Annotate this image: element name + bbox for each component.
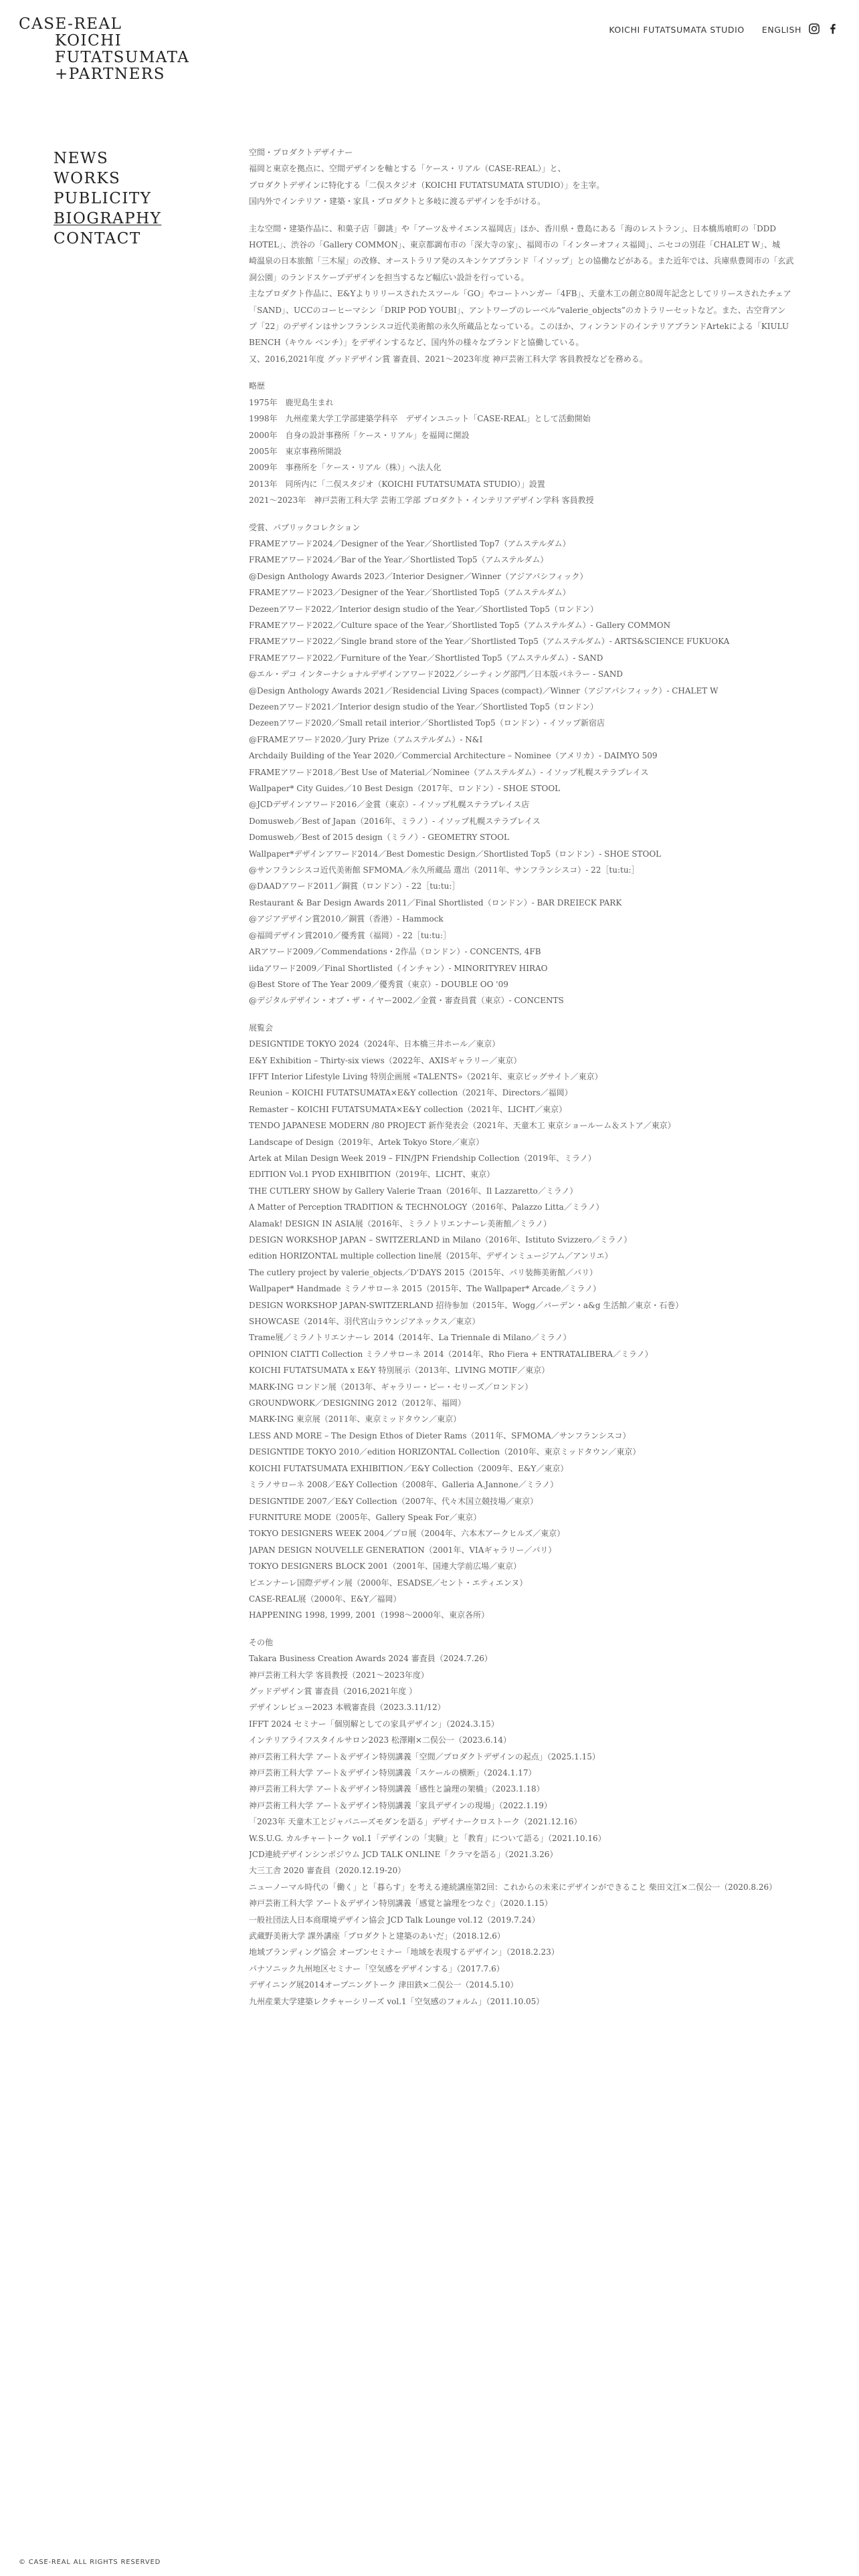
nav-news[interactable]: NEWS xyxy=(54,150,109,167)
other-item: ニューノーマル時代の「働く」と「暮らす」を考える連続講座第2回：これからの未来にデザインができること 柴田文江×二俣公一（2020.8.26） xyxy=(249,1882,777,1892)
award-item: FRAMEアワード2022／Furniture of the Year／Shortlisted Top5（アムステルダム）- SAND xyxy=(249,653,603,663)
site-logo[interactable] xyxy=(19,16,193,83)
exhibition-item: GROUNDWORK／DESIGNING 2012（2012年、福岡） xyxy=(249,1398,466,1408)
exhibition-item: MARK-ING ロンドン展（2013年、ギャラリー・ピー・セリーズ／ロンドン） xyxy=(249,1382,533,1392)
studio-link[interactable]: KOICHI FUTATSUMATA STUDIO xyxy=(609,24,745,35)
nav-contact[interactable]: CONTACT xyxy=(54,230,141,247)
award-item: ARアワード2009／Commendations・2作品（ロンドン）- CONCENTS, 4FB xyxy=(249,947,541,957)
award-item: @エル・デコ インターナショナルデザインアワード2022／シーティング部門／日本版パネラー - SAND xyxy=(249,669,623,679)
awards-section xyxy=(249,520,843,1009)
main-nav xyxy=(54,148,201,249)
award-item: @デジタルデザイン・オブ・ザ・イヤー2002／金賞・審査員賞（東京）- CONCENTS xyxy=(249,996,564,1006)
award-item: @DAADアワード2011／銅賞（ロンドン）- 22［tu:tu:］ xyxy=(249,881,460,891)
exhibition-item: DESIGN WORKSHOP JAPAN-SWITZERLAND 招待参加（2015年、Wogg／バーデン・a&g 生活館／東京・石巻） xyxy=(249,1300,684,1310)
works-line: 洞公園」のランドスケープデザインを担当するなど幅広い設計を行っている。 xyxy=(249,272,529,282)
works-line: BENCH（キウル ベンチ）」をデザインするなど、国内外の様々なブランドと協働している。 xyxy=(249,338,584,348)
works-line: 「SAND」、UCCのコーヒーマシン「DRIP POD YOUBI」、アントワープのレーベル“valerie_objects”のカトラリーセットなど。また、古空背アン xyxy=(249,305,786,315)
nav-biography[interactable]: BIOGRAPHY xyxy=(54,210,162,227)
other-item: 「2023年 天童木工とジャパニーズモダンを語る」デザイナークロストーク（2021.12.16） xyxy=(249,1817,582,1827)
award-item: Wallpaper* City Guides／10 Best Design（2017年、ロンドン）- SHOE STOOL xyxy=(249,784,561,794)
award-item: FRAMEアワード2022／Culture space of the Year／Shortlisted Top5（アムステルダム）- Gallery COMMON xyxy=(249,620,671,630)
works-line: 崎温泉の日本旅館「三木屋」の改修、オーストラリア発のスキンケアブランド「イソップ」との協働などがある。また近年では、兵庫県豊岡市の「玄武 xyxy=(249,256,794,266)
nav-publicity[interactable]: PUBLICITY xyxy=(54,190,152,207)
award-item: @サンフランシスコ近代美術館 SFMOMA／永久所蔵品 選出（2011年、サンフランシスコ）- 22［tu:tu:］ xyxy=(249,865,640,875)
award-item: @Design Anthology Awards 2021／Residencial Living Spaces (compact)／Winner（アジアパシフィック）- CHALET W xyxy=(249,685,719,695)
other-item: 神戸芸術工科大学 客員教授（2021〜2023年度） xyxy=(249,1670,429,1680)
other-item: 神戸芸術工科大学 アート＆デザイン特別講義「感覚と論理をつなぐ」（2020.1.15） xyxy=(249,1899,553,1909)
exhibition-item: edition HORIZONTAL multiple collection line展（2015年、デザインミュージアム／アンリエ） xyxy=(249,1251,613,1261)
exhibition-item: DESIGN WORKSHOP JAPAN – SWITZERLAND in Milano（2016年、Istituto Svizzero／ミラノ） xyxy=(249,1235,632,1245)
works-line: 又、2016,2021年度 グッドデザイン賞 審査員、2021〜2023年度 神戸芸術工科大学 客員教授などを務める。 xyxy=(249,354,648,364)
other-item: 大三工舎 2020 審査員（2020.12.19-20） xyxy=(249,1866,406,1876)
exhibition-item: LESS AND MORE – The Design Ethos of Dieter Rams（2011年、SFMOMA／サンフランシスコ） xyxy=(249,1430,631,1440)
exhibition-item: ミラノサローネ 2008／E&Y Collection（2008年、Galleria A.Jannone／ミラノ） xyxy=(249,1480,559,1490)
other-item: 神戸芸術工科大学 アート＆デザイン特別講義「家具デザインの現場」（2022.1.19） xyxy=(249,1800,552,1810)
other-item: 武蔵野美術大学 課外講座「プロダクトと建築のあいだ」（2018.12.6） xyxy=(249,1931,505,1941)
exhibition-item: CASE-REAL展（2000年、E&Y／福岡） xyxy=(249,1594,401,1604)
exhibition-item: ビエンナーレ国際デザイン展（2000年、ESADSE／セント・エティエンヌ） xyxy=(249,1578,528,1588)
award-item: FRAMEアワード2024／Bar of the Year／Shortlisted Top5（アムステルダム） xyxy=(249,555,549,565)
logo-line-1: CASE-REAL xyxy=(19,15,122,33)
exhibition-item: DESIGNTIDE 2007／E&Y Collection（2007年、代々木国立競技場／東京） xyxy=(249,1496,539,1506)
other-item: パナソニック九州地区セミナー「空気感をデザインする」（2017.7.6） xyxy=(249,1963,504,1973)
award-item: Domusweb／Best of 2015 design（ミラノ）- GEOMETRY STOOL xyxy=(249,833,509,843)
award-item: @Design Anthology Awards 2023／Interior Designer／Winner（アジアパシフィック） xyxy=(249,571,588,581)
exhibition-item: KOICHI FUTATSUMATA x E&Y 特別展示（2013年、LIVING MOTIF／東京） xyxy=(249,1366,550,1376)
other-item: グッドデザイン賞 審査員（2016,2021年度 ） xyxy=(249,1686,417,1696)
others-list xyxy=(249,1650,843,2010)
other-item: 一般社団法人日本商環境デザイン協会 JCD Talk Lounge vol.12（2019.7.24） xyxy=(249,1915,540,1925)
exhibition-item: FURNITURE MODE（2005年、Gallery Speak For／東京） xyxy=(249,1512,482,1522)
nav-works[interactable]: WORKS xyxy=(54,170,121,187)
award-item: iidaアワード2009／Final Shortlisted（インチャン）- MINORITYREV HIRAO xyxy=(249,963,548,973)
other-item: デザインレビュー2023 本戦審査員（2023.3.11/12） xyxy=(249,1703,446,1713)
exhibition-item: TOKYO DESIGNERS WEEK 2004／プロ展（2004年、六本木アークヒルズ／東京） xyxy=(249,1529,565,1539)
exhibition-item: Trame展／ミラノトリエンナーレ 2014（2014年、La Triennale di Milano／ミラノ） xyxy=(249,1333,571,1343)
instagram-icon xyxy=(808,23,820,35)
other-item: IFFT 2024 セミナー「個別解としての家具デザイン」（2024.3.15） xyxy=(249,1719,499,1729)
award-item: FRAMEアワード2023／Designer of the Year／Shortlisted Top5（アムステルダム） xyxy=(249,588,571,598)
history-item: 1975年 鹿児島生まれ xyxy=(249,397,334,407)
exhibition-item: TOKYO DESIGNERS BLOCK 2001（2001年、国連大学前広場／東京） xyxy=(249,1562,521,1572)
facebook-icon xyxy=(827,23,839,35)
exhibition-item: IFFT Interior Lifestyle Living 特別企画展 «TALENTS»（2021年、東京ビッグサイト／東京） xyxy=(249,1071,603,1081)
history-item: 2009年 事務所を「ケース・リアル（株）」へ法人化 xyxy=(249,463,442,473)
awards-list xyxy=(249,536,843,1009)
exhibitions-section xyxy=(249,1020,843,1624)
exhibition-item: Wallpaper* Handmade ミラノサローネ 2015（2015年、The Wallpaper* Arcade／ミラノ） xyxy=(249,1284,601,1294)
others-section xyxy=(249,1634,843,2010)
footer-copyright: © CASE-REAL ALL RIGHTS RESERVED xyxy=(19,2559,161,2566)
exhibition-item: Remaster – KOICHI FUTATSUMATA×E&Y collection（2021年、LICHT／東京） xyxy=(249,1104,567,1114)
logo-line-2: KOICHI xyxy=(55,32,122,49)
exhibition-item: Landscape of Design（2019年、Artek Tokyo Store／東京） xyxy=(249,1137,484,1147)
other-item: 神戸芸術工科大学 アート＆デザイン特別講義「空間／プロダクトデザインの起点」（2025.1.15） xyxy=(249,1751,600,1761)
exhibition-item: TENDO JAPANESE MODERN /80 PROJECT 新作発表会（2021年、天童木工 東京ショールーム＆ストア／東京） xyxy=(249,1121,676,1131)
top-nav xyxy=(609,23,839,36)
award-item: @アジアデザイン賞2010／銅賞（香港）- Hammock xyxy=(249,914,444,924)
other-item: 九州産業大学建築レクチャーシリーズ vol.1「空気感のフォルム」（2011.10.05） xyxy=(249,1996,545,2006)
instagram-link[interactable] xyxy=(808,23,820,37)
history-item: 2021〜2023年 神戸芸術工科大学 芸術工学部 プロダクト・インテリアデザイン学科 客員教授 xyxy=(249,496,594,506)
exhibition-item: SHOWCASE（2014年、羽代宮山ラウンジアネックス／東京） xyxy=(249,1317,480,1327)
exhibition-item: THE CUTLERY SHOW by Gallery Valerie Traan（2016年、Il Lazzaretto／ミラノ） xyxy=(249,1186,578,1196)
exhibition-item: Alamak! DESIGN IN ASIA展（2016年、ミラノトリエンナーレ美術館／ミラノ） xyxy=(249,1218,552,1228)
biography-content xyxy=(249,144,843,2020)
works-line: 主なプロダクト作品に、E&Yよりリリースされたスツール「GO」やコートハンガー「4FB」、天童木工の創立80周年記念としてリリースされたチェア xyxy=(249,289,791,299)
intro-section xyxy=(249,144,843,210)
history-title: 略歴 xyxy=(249,381,266,391)
exhibition-item: E&Y Exhibition – Thirty-six views（2022年、AXISギャラリー／東京） xyxy=(249,1055,522,1065)
other-item: JCD連続デザインシンポジウム JCD TALK ONLINE「クラマを語る」（2021.3.26） xyxy=(249,1850,558,1860)
works-lines xyxy=(249,221,843,368)
other-item: インテリアライフスタイルサロン2023 松澤剛×二俣公一（2023.6.14） xyxy=(249,1735,512,1745)
award-item: Dezeenアワード2022／Interior design studio of the Year／Shortlisted Top5（ロンドン） xyxy=(249,604,598,614)
award-item: @福岡デザイン賞2010／優秀賞（福岡）- 22［tu:tu:］ xyxy=(249,930,452,940)
exhibitions-title: 展覧会 xyxy=(249,1023,274,1033)
intro-line: 福岡と東京を拠点に、空間デザインを軸とする「ケース・リアル（CASE-REAL）」と、 xyxy=(249,164,566,174)
language-switch[interactable]: ENGLISH xyxy=(761,24,801,35)
award-item: Restaurant & Bar Design Awards 2011／Final Shortlisted（ロンドン）- BAR DREIECK PARK xyxy=(249,897,622,907)
intro-title: 空間・プロダクトデザイナー xyxy=(249,148,353,157)
exhibition-item: DESIGNTIDE TOKYO 2010／edition HORIZONTAL Collection（2010年、東京ミッドタウン／東京） xyxy=(249,1447,641,1457)
exhibition-item: Artek at Milan Design Week 2019 – FIN/JPN Friendship Collection（2019年、ミラノ） xyxy=(249,1153,596,1163)
award-item: Dezeenアワード2021／Interior design studio of the Year／Shortlisted Top5（ロンドン） xyxy=(249,702,598,712)
award-item: Domusweb／Best of Japan（2016年、ミラノ）- イソップ札幌ステラプレイス xyxy=(249,816,541,826)
other-item: 地域ブランディング協会 オープンセミナー「地域を表現するデザイン」（2018.2.23） xyxy=(249,1947,559,1957)
exhibition-item: The cutlery project by valerie_objects／D'DAYS 2015（2015年、パリ装飾美術館／パリ） xyxy=(249,1267,598,1277)
award-item: FRAMEアワード2022／Single brand store of the Year／Shortlisted Top5（アムステルダム）- ARTS&SCIENCE FUKUOKA xyxy=(249,637,730,647)
exhibition-item: KOICHI FUTATSUMATA EXHIBITION／E&Y Collection（2009年、E&Y／東京） xyxy=(249,1463,569,1473)
intro-lines xyxy=(249,160,843,209)
other-item: 神戸芸術工科大学 アート＆デザイン特別講義「スケールの横断」（2024.1.17） xyxy=(249,1768,537,1778)
award-item: FRAMEアワード2018／Best Use of Material／Nominee（アムステルダム）- イソップ札幌ステラプレイス xyxy=(249,767,649,777)
exhibition-item: OPINION CIATTI Collection ミラノサローネ 2014（2014年、Rho Fiera + ENTRATALIBERA／ミラノ） xyxy=(249,1349,653,1359)
award-item: FRAMEアワード2024／Designer of the Year／Shortlisted Top7（アムステルダム） xyxy=(249,538,571,548)
facebook-link[interactable] xyxy=(827,23,839,37)
exhibition-item: HAPPENING 1998, 1999, 2001（1998〜2000年、東京各所） xyxy=(249,1610,490,1620)
history-item: 2013年 同所内に「二俣スタジオ（KOICHI FUTATSUMATA STUDIO）」設置 xyxy=(249,479,545,489)
intro-line: 国内外でインテリア・建築・家具・プロダクトと多岐に渡るデザインを手がける。 xyxy=(249,197,546,207)
works-line: 主な空間・建築作品に、和菓子店「御誂」や「アーツ＆サイエンス福岡店」ほか、香川県・豊島にある「海のレストラン」、日本橋馬喰町の「DDD xyxy=(249,223,776,233)
exhibition-item: MARK-ING 東京展（2011年、東京ミッドタウン／東京） xyxy=(249,1414,462,1424)
award-item: @FRAMEアワード2020／Jury Prize（アムステルダム）- N&I xyxy=(249,734,483,744)
other-item: Takara Business Creation Awards 2024 審査員（2024.7.26） xyxy=(249,1654,492,1664)
other-item: 神戸芸術工科大学 アート＆デザイン特別講義「感性と論理の架橋」（2023.1.18） xyxy=(249,1784,545,1794)
works-line: プ「22」のデザインはサンフランシスコ近代美術館の永久所蔵品となっている。このほか、フィンランドのインテリアブランドArtekによる「KIULU xyxy=(249,322,789,332)
history-list xyxy=(249,395,843,509)
exhibitions-list xyxy=(249,1036,843,1624)
award-item: Archdaily Building of the Year 2020／Commercial Architecture – Nominee（アメリカ）- DAIMYO 509 xyxy=(249,751,658,761)
award-item: @JCDデザインアワード2016／金賞（東京）- イソップ札幌ステラプレイス店 xyxy=(249,800,530,810)
exhibition-item: A Matter of Perception TRADITION & TECHNOLOGY（2016年、Palazzo Litta／ミラノ） xyxy=(249,1202,604,1212)
history-section xyxy=(249,378,843,508)
history-item: 2000年 自身の設計事務所「ケース・リアル」を福岡に開設 xyxy=(249,430,470,440)
exhibition-item: JAPAN DESIGN NOUVELLE GENERATION（2001年、VIAギャラリー／パリ） xyxy=(249,1545,557,1555)
history-item: 2005年 東京事務所開設 xyxy=(249,446,342,456)
history-item: 1998年 九州産業大学工学部建築学科卒 デザインユニット「CASE-REAL」として活動開始 xyxy=(249,414,591,424)
intro-line: プロダクトデザインに特化する「二俣スタジオ（KOICHI FUTATSUMATA STUDIO）」を主宰。 xyxy=(249,180,605,190)
logo-line-4: +PARTNERS xyxy=(55,66,165,83)
works-line: HOTEL」、渋谷の「Gallery COMMON」、東京都調布市の「深大寺の家」、福岡市の「インターオフィス福岡」、ニセコの別荘「CHALET W」、城 xyxy=(249,240,780,250)
award-item: Wallpaper*デザインアワード2014／Best Domestic Design／Shortlisted Top5（ロンドン）- SHOE STOOL xyxy=(249,849,662,859)
exhibition-item: Reunion – KOICHI FUTATSUMATA×E&Y collection（2021年、Directors／福岡） xyxy=(249,1088,573,1098)
other-item: W.S.U.G. カルチャートーク vol.1「デザインの「実験」と「教育」について語る」（2021.10.16） xyxy=(249,1833,606,1843)
logo-line-3: FUTATSUMATA xyxy=(55,49,190,66)
exhibition-item: DESIGNTIDE TOKYO 2024（2024年、日本橋三井ホール／東京） xyxy=(249,1039,500,1049)
award-item: Dezeenアワード2020／Small retail interior／Shortlisted Top5（ロンドン）- イソップ新宿店 xyxy=(249,718,605,728)
others-title: その他 xyxy=(249,1637,274,1647)
exhibition-item: EDITION Vol.1 PYOD EXHIBITION（2019年、LICHT、東京） xyxy=(249,1170,495,1180)
works-section xyxy=(249,221,843,368)
awards-title: 受賞、パブリックコレクション xyxy=(249,522,361,532)
other-item: デザイニング展2014オープニングトーク 津田鉄×二俣公一（2014.5.10） xyxy=(249,1980,518,1990)
award-item: @Best Store of The Year 2009／優秀賞（東京）- DOUBLE OO '09 xyxy=(249,979,508,989)
